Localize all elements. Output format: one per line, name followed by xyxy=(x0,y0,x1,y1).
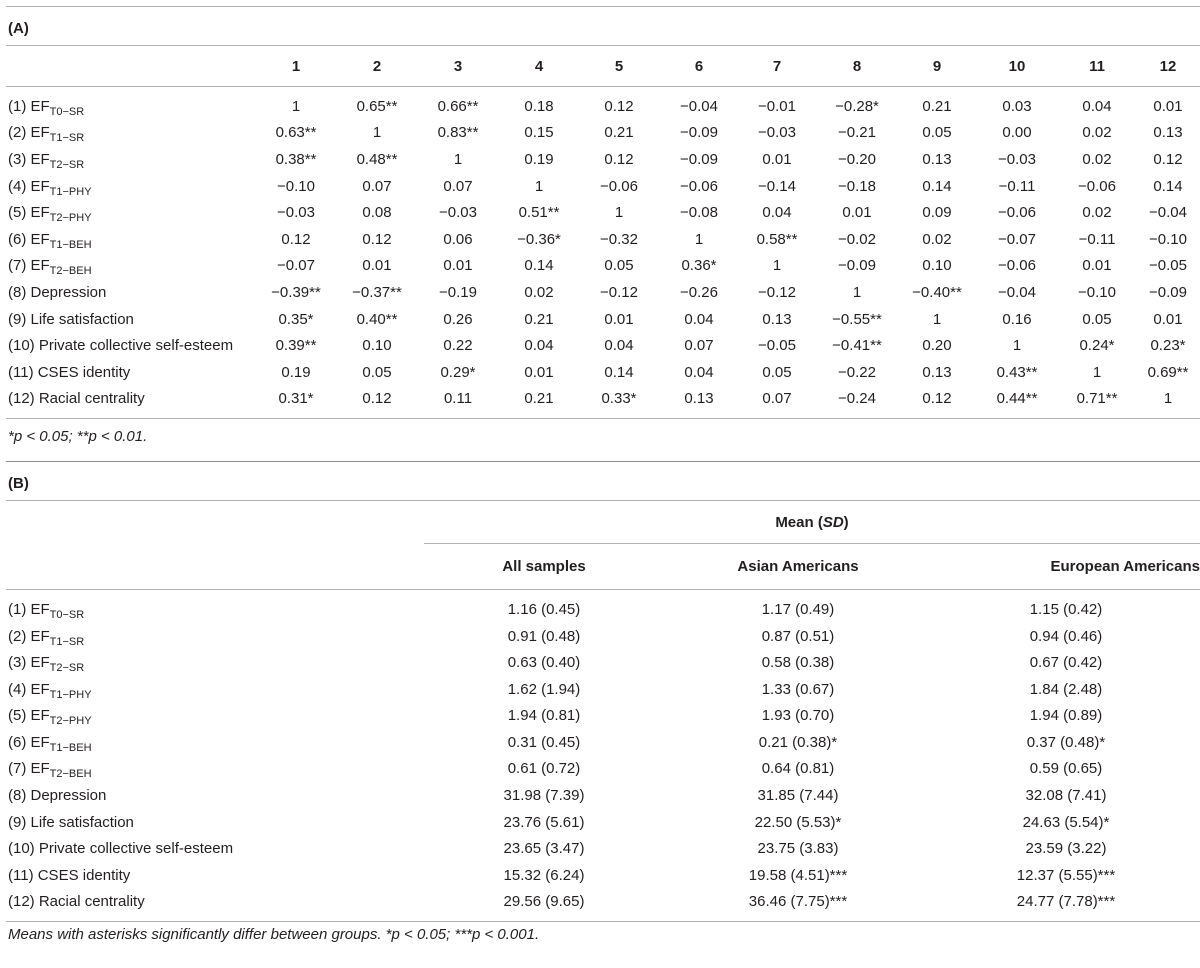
table-a-corner xyxy=(6,46,254,87)
correlation-cell: −0.03 xyxy=(998,150,1036,168)
mean-cell: 1.17 (0.49) xyxy=(761,600,835,618)
mean-cell: 19.58 (4.51)*** xyxy=(748,866,848,884)
correlation-cell: 0.05 xyxy=(922,124,952,142)
row-label: (12) Racial centrality xyxy=(8,893,145,911)
mean-cell: 29.56 (9.65) xyxy=(503,893,585,911)
correlation-cell: −0.05 xyxy=(758,337,796,355)
table-row xyxy=(6,835,1200,862)
row-label: (11) CSES identity xyxy=(8,363,131,381)
table-row xyxy=(6,226,1200,253)
correlation-cell: −0.39** xyxy=(271,283,321,301)
table-b-corner xyxy=(6,501,424,544)
correlation-cell: 0.05 xyxy=(1082,310,1112,328)
row-label: (1) $EF_{T0-SR}$ xyxy=(8,600,85,621)
col-header: 8 xyxy=(852,57,862,75)
mean-cell: 31.85 (7.44) xyxy=(757,787,839,805)
correlation-cell: 0.07 xyxy=(684,337,714,355)
correlation-cell: 0.13 xyxy=(762,310,792,328)
row-label: (3) $EF_{T2-SR}$ xyxy=(8,654,85,675)
table-row xyxy=(6,862,1200,889)
mean-cell: 0.58 (0.38) xyxy=(761,654,835,672)
correlation-cell: 0.01 xyxy=(842,204,872,222)
mean-cell: 23.65 (3.47) xyxy=(503,840,585,858)
col-header: 4 xyxy=(534,57,544,75)
correlation-cell: −0.40** xyxy=(912,283,962,301)
correlation-cell: −0.09 xyxy=(838,257,876,275)
mean-cell: 23.76 (5.61) xyxy=(503,813,585,831)
mean-cell: 1.94 (0.89) xyxy=(1029,707,1103,725)
col-header: 7 xyxy=(772,57,782,75)
correlation-cell: 0.69** xyxy=(1147,363,1189,381)
correlation-cell: 0.65** xyxy=(356,97,398,115)
row-label: (10) Private collective self-esteem xyxy=(8,337,234,355)
correlation-cell: 0.10 xyxy=(922,257,952,275)
table-a-header-row xyxy=(6,46,1200,87)
correlation-cell: 0.00 xyxy=(1002,124,1032,142)
correlation-cell: 0.83** xyxy=(437,124,479,142)
mean-cell: 1.94 (0.81) xyxy=(507,707,581,725)
correlation-cell: 0.05 xyxy=(604,257,634,275)
correlation-cell: −0.12 xyxy=(758,283,796,301)
mean-cell: 0.64 (0.81) xyxy=(761,760,835,778)
correlation-cell: −0.06 xyxy=(998,257,1036,275)
mean-cell: 0.63 (0.40) xyxy=(507,654,581,672)
row-label: (6) $EF_{T1-BEH}$ xyxy=(8,230,92,251)
row-label: (7) $EF_{T2-BEH}$ xyxy=(8,760,92,781)
correlation-cell: −0.36* xyxy=(517,230,561,248)
correlation-cell: −0.06 xyxy=(1078,177,1116,195)
correlation-cell: −0.10 xyxy=(277,177,315,195)
correlation-cell: 0.12 xyxy=(604,150,634,168)
correlation-cell: 0.12 xyxy=(362,230,392,248)
correlation-cell: −0.05 xyxy=(1149,257,1187,275)
correlation-cell: 0.14 xyxy=(1153,177,1183,195)
row-label: (7) $EF_{T2-BEH}$ xyxy=(8,257,92,278)
correlation-cell: −0.21 xyxy=(838,124,876,142)
row-label: (10) Private collective self-esteem xyxy=(8,840,234,858)
table-row xyxy=(6,359,1200,386)
correlation-cell: 0.12 xyxy=(362,390,392,408)
correlation-cell: 1 xyxy=(772,257,782,275)
correlation-cell: −0.32 xyxy=(600,230,638,248)
correlation-cell: 1 xyxy=(372,124,382,142)
tables-figure xyxy=(6,6,1200,952)
correlation-cell: 1 xyxy=(291,97,301,115)
correlation-cell: 0.05 xyxy=(762,363,792,381)
correlation-cell: 0.01 xyxy=(443,257,473,275)
correlation-cell: 0.13 xyxy=(684,390,714,408)
correlation-cell: −0.18 xyxy=(838,177,876,195)
col-header-all-samples: All samples xyxy=(502,558,586,576)
correlation-cell: 0.04 xyxy=(762,204,792,222)
correlation-cell: −0.12 xyxy=(600,283,638,301)
group-header: Mean (SD) xyxy=(424,501,1200,544)
correlation-cell: 0.66** xyxy=(437,97,479,115)
correlation-cell: 1 xyxy=(852,283,862,301)
correlation-cell: 0.51** xyxy=(518,204,560,222)
correlation-cell: 0.04 xyxy=(1082,97,1112,115)
row-label: (11) CSES identity xyxy=(8,866,131,884)
table-row xyxy=(6,623,1200,650)
mean-cell: 0.37 (0.48)* xyxy=(1026,733,1106,751)
table-row xyxy=(6,332,1200,359)
mean-cell: 0.91 (0.48) xyxy=(507,627,581,645)
mean-cell: 1.93 (0.70) xyxy=(761,707,835,725)
correlation-cell: 0.10 xyxy=(362,337,392,355)
col-header: 12 xyxy=(1159,57,1177,75)
col-header: 1 xyxy=(291,57,301,75)
mean-cell: 31.98 (7.39) xyxy=(503,787,585,805)
col-header: 3 xyxy=(453,57,463,75)
correlation-cell: 0.14 xyxy=(922,177,952,195)
correlation-cell: 0.26 xyxy=(443,310,473,328)
correlation-cell: 0.21 xyxy=(922,97,952,115)
table-a-title: (A) xyxy=(8,20,29,37)
correlation-cell: 0.44** xyxy=(996,390,1038,408)
row-label: (3) $EF_{T2-SR}$ xyxy=(8,150,85,171)
correlation-cell: 0.19 xyxy=(524,150,554,168)
col-header-asian-americans: Asian Americans xyxy=(737,558,859,576)
correlation-cell: 0.12 xyxy=(922,390,952,408)
row-label: (9) Life satisfaction xyxy=(8,813,134,831)
mean-cell: 0.87 (0.51) xyxy=(761,627,835,645)
correlation-cell: 0.71** xyxy=(1076,390,1118,408)
correlation-cell: 0.01 xyxy=(524,363,554,381)
correlation-cell: −0.10 xyxy=(1078,283,1116,301)
col-header: 10 xyxy=(1008,57,1026,75)
row-label: (9) Life satisfaction xyxy=(8,310,134,328)
correlation-cell: 1 xyxy=(614,204,624,222)
correlation-cell: −0.24 xyxy=(838,390,876,408)
correlation-cell: 0.21 xyxy=(524,310,554,328)
correlation-cell: 0.14 xyxy=(524,257,554,275)
col-header: 9 xyxy=(932,57,942,75)
correlation-cell: 0.12 xyxy=(1153,150,1183,168)
correlation-cell: 0.01 xyxy=(1082,257,1112,275)
correlation-cell: 0.24* xyxy=(1079,337,1115,355)
col-header: 5 xyxy=(614,57,624,75)
correlation-cell: 0.33* xyxy=(601,390,637,408)
correlation-cell: 0.14 xyxy=(604,363,634,381)
row-label: (5) $EF_{T2-PHY}$ xyxy=(8,707,92,728)
correlation-cell: −0.09 xyxy=(1149,283,1187,301)
correlation-cell: −0.14 xyxy=(758,177,796,195)
correlation-cell: 0.08 xyxy=(362,204,392,222)
correlation-cell: 0.12 xyxy=(281,230,311,248)
correlation-cell: 0.13 xyxy=(922,150,952,168)
correlation-cell: 0.31* xyxy=(278,390,314,408)
table-b-body xyxy=(6,596,1200,915)
correlation-cell: 0.40** xyxy=(356,310,398,328)
correlation-cell: 0.11 xyxy=(443,390,473,408)
table-b-note xyxy=(6,922,1200,952)
correlation-cell: 0.29* xyxy=(440,363,476,381)
correlation-cell: −0.11 xyxy=(998,177,1036,195)
correlation-cell: 1 xyxy=(534,177,544,195)
correlation-cell: 1 xyxy=(694,230,704,248)
correlation-cell: −0.04 xyxy=(998,283,1036,301)
table-row xyxy=(6,649,1200,676)
correlation-cell: −0.06 xyxy=(998,204,1036,222)
correlation-cell: 1 xyxy=(1012,337,1022,355)
correlation-cell: 0.06 xyxy=(443,230,473,248)
mean-cell: 0.21 (0.38)* xyxy=(758,733,838,751)
row-label: (1) $EF_{T0-SR}$ xyxy=(8,97,85,118)
correlation-cell: 0.16 xyxy=(1002,310,1032,328)
correlation-cell: −0.22 xyxy=(838,363,876,381)
correlation-table xyxy=(6,46,1200,412)
note-text: *p < 0.05; **p < 0.01. xyxy=(8,428,148,446)
correlation-cell: 0.05 xyxy=(362,363,392,381)
col-header: 11 xyxy=(1089,57,1105,75)
table-a-body xyxy=(6,93,1200,412)
correlation-cell: 0.04 xyxy=(524,337,554,355)
correlation-cell: 0.02 xyxy=(1082,150,1112,168)
mean-cell: 1.15 (0.42) xyxy=(1029,600,1103,618)
mean-cell: 12.37 (5.55)*** xyxy=(1016,866,1116,884)
mean-cell: 0.59 (0.65) xyxy=(1029,760,1103,778)
correlation-cell: 0.02 xyxy=(524,283,554,301)
table-row xyxy=(6,120,1200,147)
correlation-cell: 0.13 xyxy=(922,363,952,381)
table-b-title: (B) xyxy=(8,475,29,493)
correlation-cell: 1 xyxy=(1163,390,1173,408)
mean-cell: 1.84 (2.48) xyxy=(1029,680,1103,698)
correlation-cell: 0.01 xyxy=(362,257,392,275)
correlation-cell: −0.07 xyxy=(277,257,315,275)
table-row xyxy=(6,782,1200,809)
table-row xyxy=(6,146,1200,173)
correlation-cell: 0.01 xyxy=(1153,310,1183,328)
row-label: (4) $EF_{T1-PHY}$ xyxy=(8,680,92,701)
row-label: (2) $EF_{T1-SR}$ xyxy=(8,124,85,145)
table-row xyxy=(6,93,1200,120)
correlation-cell: 0.21 xyxy=(524,390,554,408)
row-label: (8) Depression xyxy=(8,787,107,805)
mean-cell: 23.59 (3.22) xyxy=(1025,840,1107,858)
table-row xyxy=(6,199,1200,226)
correlation-cell: 0.04 xyxy=(684,363,714,381)
correlation-cell: 1 xyxy=(1092,363,1102,381)
correlation-cell: 0.07 xyxy=(762,390,792,408)
table-b-header-row xyxy=(6,544,1200,590)
row-label: (4) $EF_{T1-PHY}$ xyxy=(8,177,92,198)
table-row xyxy=(6,173,1200,200)
col-header: 2 xyxy=(372,57,382,75)
correlation-cell: −0.28* xyxy=(835,97,879,115)
mean-cell: 1.16 (0.45) xyxy=(507,600,581,618)
mean-cell: 0.31 (0.45) xyxy=(507,733,581,751)
table-row xyxy=(6,253,1200,280)
mean-cell: 0.61 (0.72) xyxy=(507,760,581,778)
correlation-cell: 0.04 xyxy=(684,310,714,328)
mean-cell: 36.46 (7.75)*** xyxy=(748,893,848,911)
correlation-cell: 0.01 xyxy=(604,310,634,328)
mean-cell: 32.08 (7.41) xyxy=(1025,787,1107,805)
correlation-cell: −0.26 xyxy=(680,283,718,301)
correlation-cell: 0.35* xyxy=(278,310,314,328)
mean-cell: 0.94 (0.46) xyxy=(1029,627,1103,645)
table-row xyxy=(6,889,1200,916)
correlation-cell: 0.01 xyxy=(762,150,792,168)
correlation-cell: −0.10 xyxy=(1149,230,1187,248)
table-row xyxy=(6,809,1200,836)
table-row xyxy=(6,676,1200,703)
row-label: (6) $EF_{T1-BEH}$ xyxy=(8,733,92,754)
correlation-cell: −0.41** xyxy=(832,337,882,355)
correlation-cell: −0.04 xyxy=(680,97,718,115)
col-header: 6 xyxy=(694,57,704,75)
mean-cell: 1.33 (0.67) xyxy=(761,680,835,698)
correlation-cell: −0.06 xyxy=(680,177,718,195)
correlation-cell: −0.20 xyxy=(838,150,876,168)
correlation-cell: 0.03 xyxy=(1002,97,1032,115)
correlation-cell: 0.36* xyxy=(681,257,717,275)
correlation-cell: −0.03 xyxy=(277,204,315,222)
correlation-cell: 0.58** xyxy=(756,230,798,248)
note-text: Means with asterisks significantly differ between groups. *p < 0.05; ***p < 0.001. xyxy=(8,926,540,944)
mean-cell: 15.32 (6.24) xyxy=(503,866,585,884)
correlation-cell: −0.02 xyxy=(838,230,876,248)
correlation-cell: 0.21 xyxy=(604,124,634,142)
correlation-cell: −0.37** xyxy=(352,283,402,301)
correlation-cell: −0.07 xyxy=(998,230,1036,248)
correlation-cell: 0.09 xyxy=(922,204,952,222)
correlation-cell: 0.39** xyxy=(275,337,317,355)
correlation-cell: 0.01 xyxy=(1153,97,1183,115)
table-row xyxy=(6,756,1200,783)
row-label: (2) $EF_{T1-SR}$ xyxy=(8,627,85,648)
col-header-european-americans: European Americans xyxy=(1050,558,1200,576)
mean-cell: 24.63 (5.54)* xyxy=(1022,813,1110,831)
correlation-cell: 0.02 xyxy=(1082,124,1112,142)
row-label: (12) Racial centrality xyxy=(8,390,145,408)
correlation-cell: 0.38** xyxy=(275,150,317,168)
correlation-cell: −0.04 xyxy=(1149,204,1187,222)
table-row xyxy=(6,279,1200,306)
correlation-cell: −0.06 xyxy=(600,177,638,195)
table-row xyxy=(6,729,1200,756)
correlation-cell: 0.43** xyxy=(996,363,1038,381)
correlation-cell: 1 xyxy=(453,150,463,168)
correlation-cell: −0.01 xyxy=(758,97,796,115)
mean-cell: 23.75 (3.83) xyxy=(757,840,839,858)
correlation-cell: 0.48** xyxy=(356,150,398,168)
table-row xyxy=(6,386,1200,413)
mean-cell: 0.67 (0.42) xyxy=(1029,654,1103,672)
correlation-cell: 1 xyxy=(932,310,942,328)
correlation-cell: 0.07 xyxy=(362,177,392,195)
correlation-cell: 0.19 xyxy=(281,363,311,381)
correlation-cell: −0.08 xyxy=(680,204,718,222)
correlation-cell: 0.63** xyxy=(275,124,317,142)
correlation-cell: −0.19 xyxy=(439,283,477,301)
table-row xyxy=(6,596,1200,623)
row-label: (8) Depression xyxy=(8,283,107,301)
table-a-note xyxy=(6,419,1200,461)
correlation-cell: −0.09 xyxy=(680,124,718,142)
correlation-cell: −0.03 xyxy=(758,124,796,142)
means-table xyxy=(6,501,1200,915)
correlation-cell: 0.12 xyxy=(604,97,634,115)
table-row xyxy=(6,306,1200,333)
correlation-cell: 0.23* xyxy=(1150,337,1186,355)
correlation-cell: 0.15 xyxy=(524,124,554,142)
mean-cell: 1.62 (1.94) xyxy=(507,680,581,698)
row-label: (5) $EF_{T2-PHY}$ xyxy=(8,204,92,225)
correlation-cell: −0.55** xyxy=(832,310,882,328)
correlation-cell: −0.11 xyxy=(1078,230,1116,248)
correlation-cell: −0.03 xyxy=(439,204,477,222)
correlation-cell: 0.04 xyxy=(604,337,634,355)
correlation-cell: 0.20 xyxy=(922,337,952,355)
correlation-cell: 0.07 xyxy=(443,177,473,195)
correlation-cell: 0.22 xyxy=(443,337,473,355)
mean-cell: 24.77 (7.78)*** xyxy=(1016,893,1116,911)
mean-cell: 22.50 (5.53)* xyxy=(754,813,842,831)
correlation-cell: 0.02 xyxy=(922,230,952,248)
correlation-cell: 0.02 xyxy=(1082,204,1112,222)
table-row xyxy=(6,703,1200,730)
correlation-cell: 0.13 xyxy=(1153,124,1183,142)
correlation-cell: −0.09 xyxy=(680,150,718,168)
correlation-cell: 0.18 xyxy=(524,97,554,115)
